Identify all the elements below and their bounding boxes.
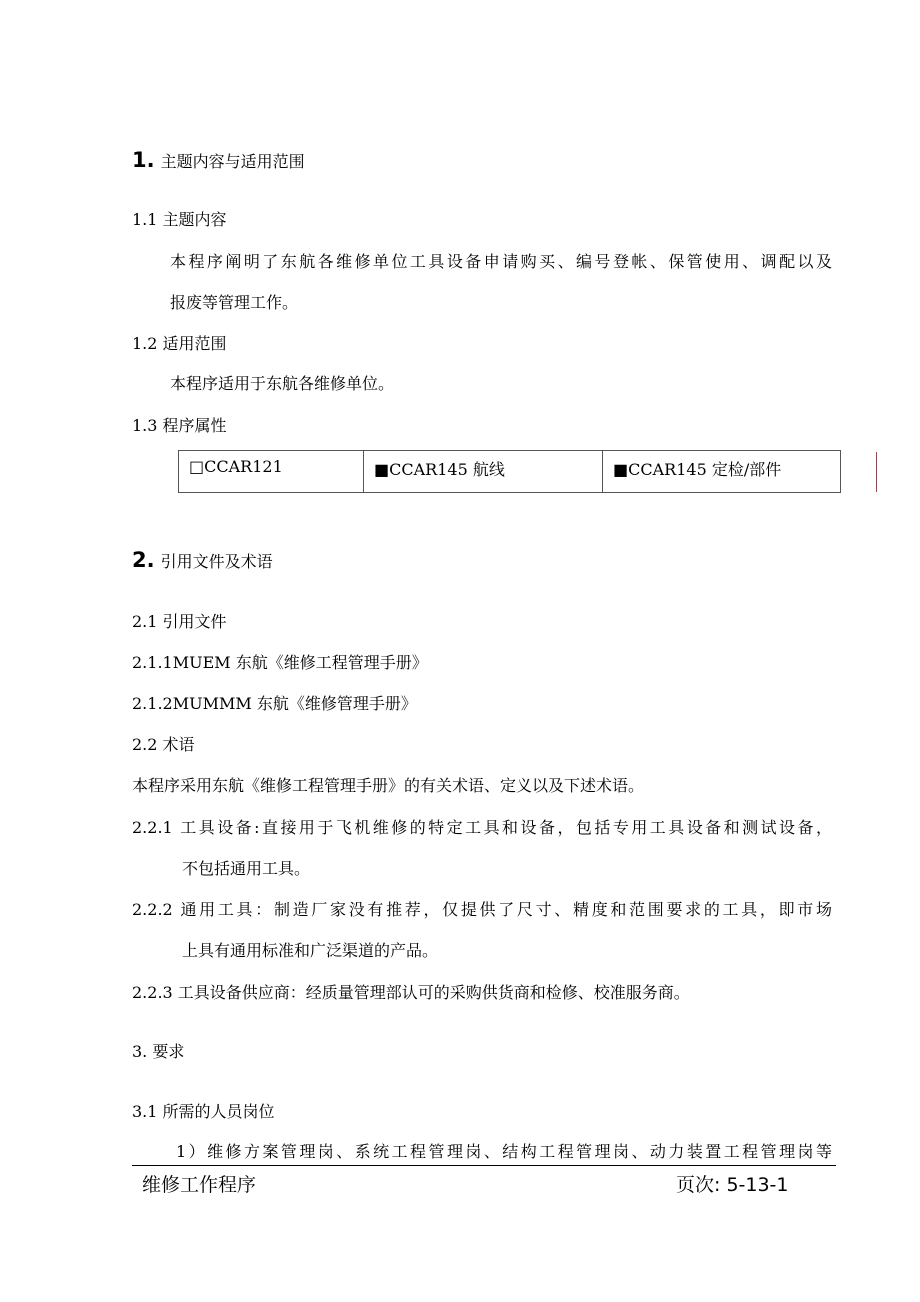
- section-1-title: 主题内容与适用范围: [160, 152, 305, 171]
- subsection-1-1-body-line2: 报废等管理工作。: [170, 293, 299, 312]
- attribute-ccar121: □CCAR121: [179, 451, 364, 493]
- term-2-2-3: 2.2.3 工具设备供应商：经质量管理部认可的采购供货商和检修、校准服务商。: [132, 983, 690, 1002]
- subsection-1-2: 1.2 适用范围: [132, 334, 227, 353]
- section-2-heading: [132, 548, 273, 572]
- term-2-2-2-line1: 2.2.2 通用工具：制造厂家没有推荐，仅提供了尺寸、精度和范围要求的工具，即市场: [132, 900, 832, 919]
- subsection-1-1: 1.1 主题内容: [132, 210, 227, 229]
- program-attribute-table: [178, 450, 841, 493]
- personnel-item-1: 1）维修方案管理岗、系统工程管理岗、结构工程管理岗、动力装置工程管理岗等: [176, 1142, 832, 1161]
- section-1-number: 1.: [132, 148, 155, 172]
- subsection-3-1: 3.1 所需的人员岗位: [132, 1102, 275, 1121]
- footer-document-title: 维修工作程序: [142, 1174, 257, 1196]
- section-1-heading: [132, 148, 305, 172]
- attribute-ccar145-line: ■CCAR145 航线: [364, 451, 603, 493]
- section-3-heading: 3. 要求: [132, 1042, 185, 1061]
- reference-2-1-2: 2.1.2MUMMM 东航《维修管理手册》: [132, 694, 417, 713]
- section-2-number: 2.: [132, 548, 155, 572]
- subsection-1-1-body-line1: 本程序阐明了东航各维修单位工具设备申请购买、编号登帐、保管使用、调配以及: [170, 252, 832, 271]
- margin-change-mark: [876, 452, 877, 492]
- subsection-2-1: 2.1 引用文件: [132, 612, 227, 631]
- terms-intro: 本程序采用东航《维修工程管理手册》的有关术语、定义以及下述术语。: [132, 776, 645, 795]
- footer-page-number: 页次: 5-13-1: [676, 1174, 789, 1196]
- section-2-title: 引用文件及术语: [160, 552, 273, 571]
- term-2-2-1-line2: 不包括通用工具。: [182, 859, 311, 878]
- term-2-2-1-line1: 2.2.1 工具设备:直接用于飞机维修的特定工具和设备，包括专用工具设备和测试设备，: [132, 818, 832, 837]
- attribute-ccar145-check: ■CCAR145 定检/部件: [603, 451, 841, 493]
- footer-divider: [132, 1165, 836, 1166]
- subsection-1-2-body: 本程序适用于东航各维修单位。: [170, 374, 395, 393]
- subsection-2-2: 2.2 术语: [132, 735, 195, 754]
- subsection-1-3: 1.3 程序属性: [132, 416, 227, 435]
- term-2-2-2-line2: 上具有通用标准和广泛渠道的产品。: [182, 941, 439, 960]
- reference-2-1-1: 2.1.1MUEM 东航《维修工程管理手册》: [132, 653, 428, 672]
